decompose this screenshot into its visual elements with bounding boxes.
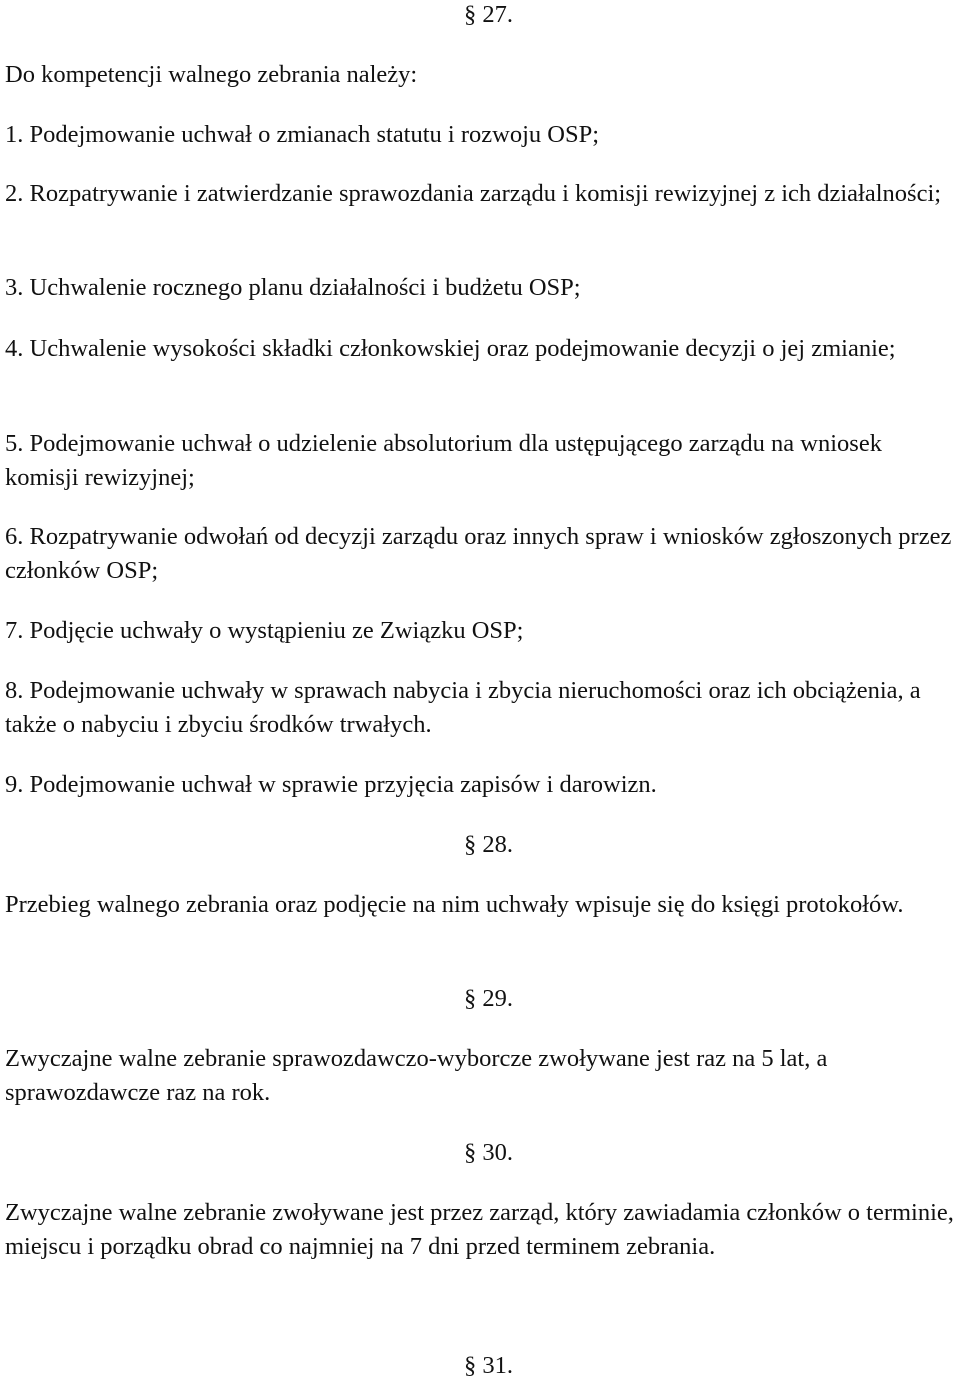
list-item-8: 8. Podejmowanie uchwały w sprawach nabycia i zbycia nieruchomości oraz ich obciążenia, a także o nabyciu i zbyciu środków trwałych. xyxy=(5,677,921,738)
list-item-6: 6. Rozpatrywanie odwołań od decyzji zarządu oraz innych spraw i wniosków zgłoszonych przez członków OSP; xyxy=(5,523,952,584)
list-item-4: 4. Uchwalenie wysokości składki członkowskiej oraz podejmowanie decyzji o jej zmianie; xyxy=(5,335,896,362)
section-30-text: Zwyczajne walne zebranie zwoływane jest przez zarząd, który zawiadamia członków o terminie, miejscu i porządku obrad co najmniej na 7 dni przed terminem zebrania. xyxy=(5,1199,954,1260)
list-item-1: 1. Podejmowanie uchwał o zmianach statutu i rozwoju OSP; xyxy=(5,121,600,148)
section-number-27: § 27. xyxy=(464,1,513,28)
section-28-text: Przebieg walnego zebrania oraz podjęcie na nim uchwały wpisuje się do księgi protokołów. xyxy=(5,891,904,918)
section-number-28: § 28. xyxy=(464,831,513,858)
list-item-9: 9. Podejmowanie uchwał w sprawie przyjęcia zapisów i darowizn. xyxy=(5,771,657,798)
section-29-text: Zwyczajne walne zebranie sprawozdawczo-wyborcze zwoływane jest raz na 5 lat, a sprawozdawcze raz na rok. xyxy=(5,1045,828,1106)
section-number-30: § 30. xyxy=(464,1139,513,1166)
list-item-3: 3. Uchwalenie rocznego planu działalności i budżetu OSP; xyxy=(5,274,581,301)
section-number-31: § 31. xyxy=(464,1352,513,1379)
section-number-29: § 29. xyxy=(464,985,513,1012)
list-item-7: 7. Podjęcie uchwały o wystąpieniu ze Związku OSP; xyxy=(5,617,524,644)
section-27-intro: Do kompetencji walnego zebrania należy: xyxy=(5,61,418,88)
list-item-5: 5. Podejmowanie uchwał o udzielenie absolutorium dla ustępującego zarządu na wniosek komisji rewizyjnej; xyxy=(5,430,882,491)
list-item-2: 2. Rozpatrywanie i zatwierdzanie sprawozdania zarządu i komisji rewizyjnej z ich działalności; xyxy=(5,180,942,207)
